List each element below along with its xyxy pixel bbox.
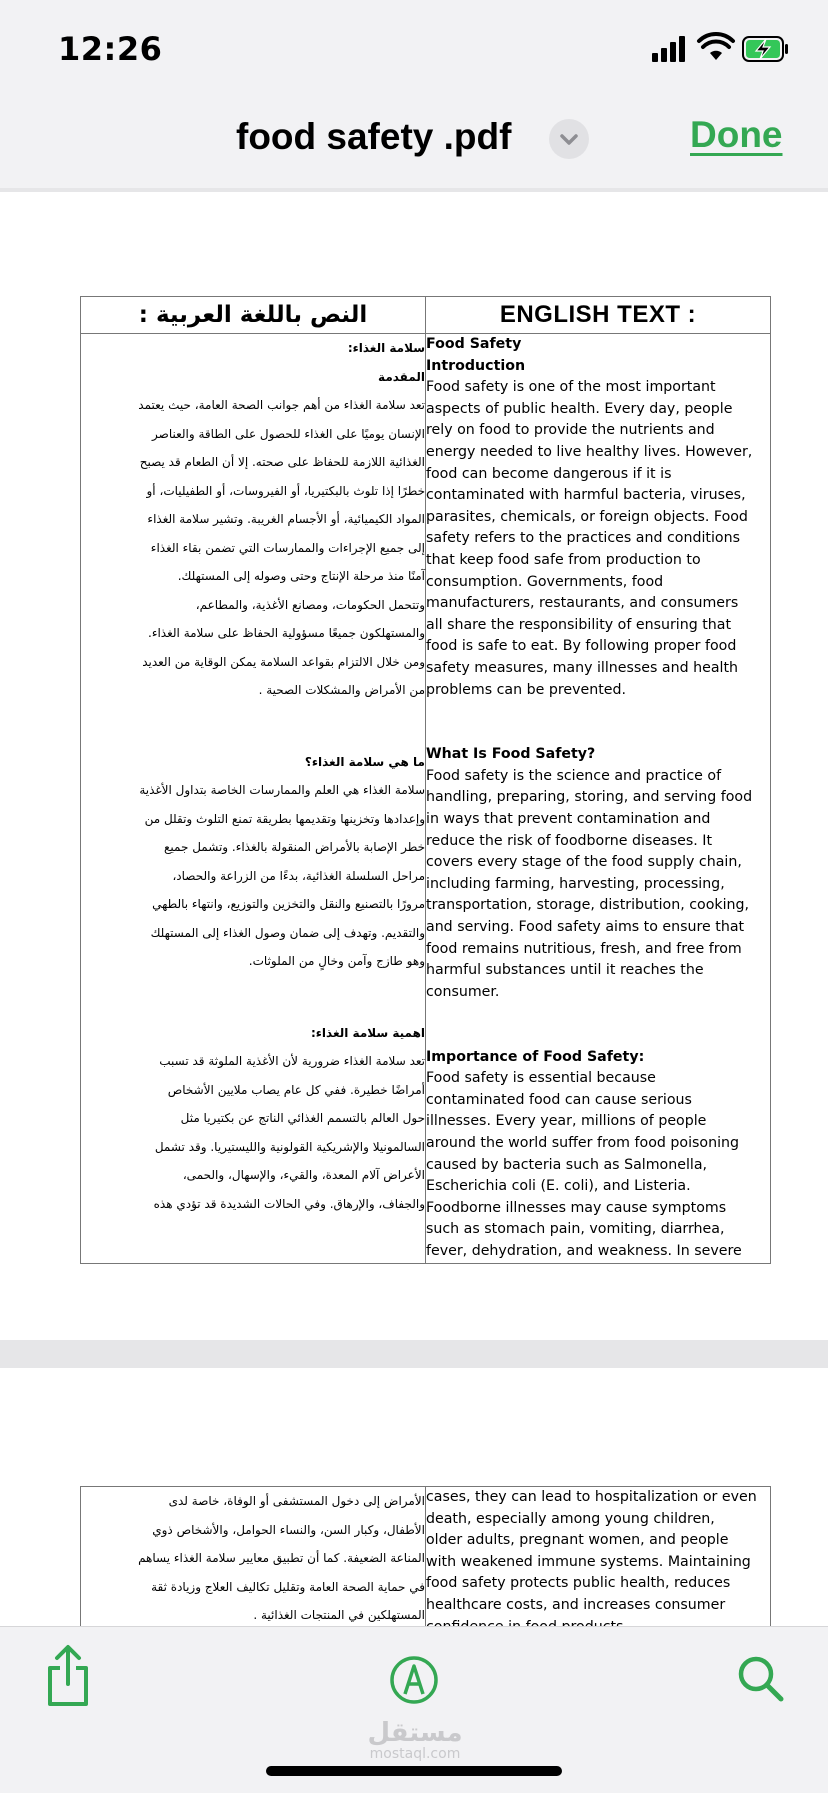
paragraph-gap [426, 723, 770, 745]
text-line: والمستهلكون جميعًا مسؤولية الحفاظ على سلامة الغذاء. [148, 626, 425, 640]
text-line: covers every stage of the food supply chain, [426, 854, 742, 871]
section-heading: ما هي سلامة الغذاء؟ [304, 754, 425, 769]
text-line: harmful substances until it reaches the [426, 962, 704, 979]
pdf-page-2 [0, 1368, 828, 1668]
search-icon[interactable] [736, 1654, 786, 1704]
text-line: illnesses. Every year, millions of people [426, 1113, 707, 1130]
paragraph-gap [81, 976, 425, 998]
text-line: المستهلكين في المنتجات الغذائية . [253, 1608, 425, 1622]
text-line: والجفاف، والإرهاق. وفي الحالات الشديدة قد تؤدي هذه [153, 1196, 425, 1211]
text-line: consumption. Governments, food [426, 573, 664, 590]
table-header-row [81, 297, 771, 334]
text-line: such as stomach pain, vomiting, diarrhea, [426, 1221, 725, 1238]
markup-icon[interactable] [388, 1654, 440, 1706]
text-line: ومن خلال الالتزام بقواعد السلامة يمكن الوقاية من العديد [142, 654, 425, 669]
text-line: حول العالم بالتسمم الغذائي الناتج عن بكتيريا مثل [180, 1111, 425, 1126]
text-line: all share the responsibility of ensuring that [426, 616, 732, 633]
text-line: parasites, chemicals, or foreign objects. Food [426, 508, 748, 525]
chevron-down-icon [549, 119, 589, 159]
text-line: with weakened immune systems. Maintaining [426, 1553, 751, 1570]
pdf-viewer[interactable] [0, 188, 828, 1626]
section-heading: اهمية سلامة الغذاء: [311, 1025, 425, 1040]
section-heading: What Is Food Safety? [426, 746, 596, 763]
arabic-text-cell [81, 1487, 426, 1639]
watermark-logo-text: مستقل [367, 1718, 463, 1748]
table-row [81, 334, 771, 1264]
text-line: including farming, harvesting, processing, [426, 875, 725, 892]
english-text-cell [426, 1487, 771, 1639]
text-line: transportation, storage, distribution, cooking, [426, 897, 750, 914]
pdf-page-1 [0, 192, 828, 1340]
text-line: consumer. [426, 983, 500, 1000]
text-line: contaminated with harmful bacteria, viruses, [426, 487, 746, 504]
watermark [360, 1718, 470, 1762]
text-line: death, especially among young children, [426, 1510, 715, 1527]
section-heading: Food Safety [426, 336, 522, 352]
text-line: Food safety is one of the most important [426, 379, 716, 396]
bilingual-table-continued [80, 1486, 771, 1639]
text-line: خطر الإصابة بالأمراض المنقولة بالغذاء. وتشمل جميع [164, 840, 425, 855]
text-line: مرورًا بالتصنيع والنقل والتخزين والتوزيع، وانتهاء بالطهي [152, 897, 425, 912]
text-line: that keep food safe from production to [426, 551, 701, 568]
paragraph-gap [426, 1025, 770, 1047]
text-line: in ways that prevent contamination and [426, 811, 711, 828]
text-line: آمنًا منذ مرحلة الإنتاج وحتى وصوله إلى المستهلك. [177, 569, 425, 583]
text-line: أمراضًا خطيرة. ففي كل عام يصاب ملايين الأشخاص [167, 1082, 425, 1097]
wifi-icon [698, 34, 734, 62]
text-line: and serving. Food safety aims to ensure that [426, 919, 745, 936]
table-row [81, 1487, 771, 1639]
text-line: energy needed to live healthy lives. However, [426, 443, 753, 460]
cellular-signal-icon [652, 36, 686, 62]
paragraph-gap [426, 701, 770, 723]
english-text-cell [426, 334, 771, 1264]
status-bar [0, 0, 828, 100]
text-line: food remains nutritious, fresh, and free from [426, 940, 742, 957]
text-line: reduce the risk of foodborne diseases. It [426, 832, 713, 849]
text-line: إلى جميع الإجراءات والممارسات التي تضمن بقاء الغذاء [150, 540, 425, 555]
paragraph-gap [426, 1003, 770, 1025]
text-line: Foodborne illnesses may cause symptoms [426, 1199, 727, 1216]
text-line: caused by bacteria such as Salmonella, [426, 1156, 708, 1173]
paragraph-gap [81, 726, 425, 748]
text-line: المواد الكيميائية، أو الأجسام الغريبة. وتشير سلامة الغذاء [147, 512, 425, 526]
text-line: الأمراض إلى دخول المستشفى أو الوفاة، خاصة لدى [168, 1494, 425, 1508]
text-line: older adults, pregnant women, and people [426, 1532, 729, 1549]
text-line: في حماية الصحة العامة وتقليل تكاليف العلاج وزيادة ثقة [151, 1579, 425, 1594]
battery-charging-icon [742, 36, 790, 62]
text-line: من الأمراض والمشكلات الصحية . [258, 683, 425, 697]
text-line: contaminated food can cause serious [426, 1091, 692, 1108]
text-line: مراحل السلسلة الغذائية، بدءًا من الزراعة والحصاد، [172, 868, 425, 883]
arabic-text-cell [81, 334, 426, 1264]
home-indicator[interactable] [266, 1766, 562, 1776]
section-heading: المقدمة [378, 369, 425, 384]
paragraph-gap [81, 997, 425, 1019]
text-line: السالمونيلا والإشريكية القولونية والليستيريا. وقد تشمل [154, 1139, 425, 1154]
text-line: تعد سلامة الغذاء من أهم جوانب الصحة العامة، حيث يعتمد [138, 398, 425, 412]
text-line: والتقديم. وتهدف إلى ضمان وصول الغذاء إلى المستهلك [150, 925, 425, 940]
text-line: وإعدادها وتخزينها وتقديمها بطريقة تمنع التلوث وتقلل من [144, 811, 425, 826]
paragraph-gap [81, 705, 425, 727]
text-line: الإنسان يوميًا على الغذاء للحصول على الطاقة والعناصر [152, 426, 425, 441]
section-heading: Importance of Food Safety: [426, 1048, 645, 1065]
text-line: safety refers to the practices and conditions [426, 530, 740, 547]
text-line: aspects of public health. Every day, people [426, 400, 733, 417]
nav-bar [0, 100, 828, 189]
title-menu-button[interactable] [549, 119, 589, 159]
text-line: خطرًا إذا تلوث بالبكتيريا، أو الفيروسات، أو الطفيليات، أو [146, 483, 425, 498]
text-line: Food safety is the science and practice of [426, 767, 722, 784]
text-line: الغذائية اللازمة للحفاظ على صحته. إلا أن الطعام قد يصبح [139, 455, 425, 469]
share-icon[interactable] [44, 1644, 92, 1708]
text-line: food is safe to eat. By following proper food [426, 638, 737, 655]
text-line: safety measures, many illnesses and health [426, 659, 739, 676]
text-line: food safety protects public health, reduces [426, 1575, 731, 1592]
text-line: cases, they can lead to hospitalization or even [426, 1489, 757, 1505]
text-line: Escherichia coli (E. coli), and Listeria. [426, 1178, 691, 1195]
text-line: problems can be prevented. [426, 681, 627, 698]
text-line: سلامة الغذاء هي العلم والممارسات الخاصة بتداول الأغذية [139, 783, 425, 798]
text-line: المناعة الضعيفة. كما أن تطبيق معايير سلامة الغذاء يساهم [138, 1551, 425, 1565]
text-line: الأعراض آلام المعدة، والقيء، والإسهال، والحمى، [182, 1168, 425, 1183]
status-time: 12:26 [58, 30, 163, 68]
done-button[interactable]: Done [690, 114, 783, 155]
watermark-url: mostaql.com [369, 1746, 461, 1762]
header-arabic: النص باللغة العربية : [81, 297, 426, 334]
text-line: healthcare costs, and increases consumer [426, 1596, 726, 1613]
text-line: وتتحمل الحكومات، ومصانع الأغذية، والمطاعم، [195, 597, 425, 612]
text-line: Food safety is essential because [426, 1070, 656, 1087]
section-heading: سلامة الغذاء: [347, 341, 425, 355]
section-heading: Introduction [426, 357, 526, 374]
text-line: تعد سلامة الغذاء ضرورية لأن الأغذية الملوثة قد تسبب [159, 1054, 425, 1069]
text-line: manufacturers, restaurants, and consumers [426, 595, 739, 612]
bilingual-table [80, 296, 771, 1264]
text-line: الأطفال، وكبار السن، والنساء الحوامل، والأشخاص ذوي [152, 1522, 425, 1537]
document-title[interactable]: food safety .pdf [236, 116, 512, 157]
text-line: fever, dehydration, and weakness. In severe [426, 1242, 742, 1259]
text-line: وهو طازج وآمن وخالٍ من الملوثات. [248, 954, 425, 969]
text-line: around the world suffer from food poisoning [426, 1134, 740, 1151]
text-line: handling, preparing, storing, and serving food [426, 789, 753, 806]
text-line: food can become dangerous if it is [426, 465, 672, 482]
header-english: ENGLISH TEXT : [426, 297, 771, 334]
text-line: rely on food to provide the nutrients and [426, 422, 715, 439]
